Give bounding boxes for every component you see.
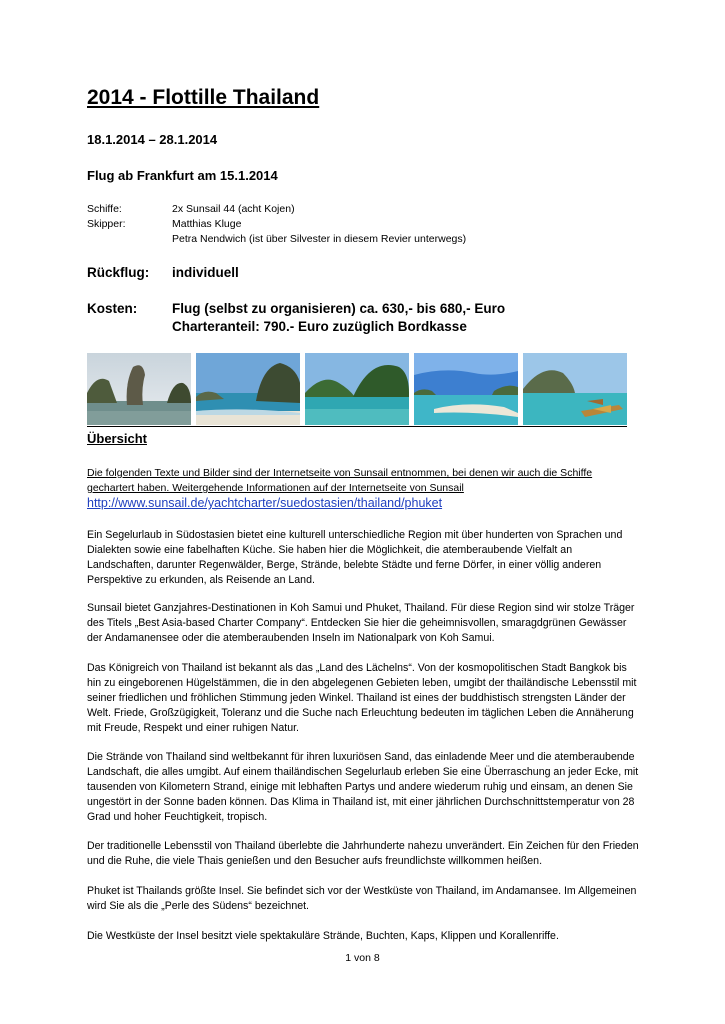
- ships-label: Schiffe:: [87, 203, 122, 215]
- paragraph-1: Ein Segelurlaub in Südostasien bietet eine kulturell unterschiedliche Region mit über hunderten von Sprachen und Dialekten sowie eine fabelhaften Küche. Sie haben hier die Möglichkeit, die atemberaubende Vielfalt an Landschaften, darunter Regenwälder, Berge, Strände, belebte Städte und ferne Dörfer, in einer völlig anderen Perspektive zu erkunden, als Reisende an Land.: [87, 529, 623, 586]
- overview-heading: Übersicht: [87, 431, 147, 446]
- flight-info: Flug ab Frankfurt am 15.1.2014: [87, 168, 278, 183]
- source-note-line-1: Die folgenden Texte und Bilder sind der Internetseite von Sunsail entnommen, bei denen wir auch die Schiffe: [87, 467, 593, 479]
- photo-karst-rock: [87, 353, 191, 425]
- source-note-line-2: gechartert haben. Weitergehende Informationen auf der Internetseite von Sunsail: [87, 482, 464, 494]
- paragraph-4: Die Strände von Thailand sind weltbekannt für ihren luxuriösen Sand, das einladende Meer und die atemberaubende Landschaft, die alles umgibt. Auf einem thailändischen Segelurlaub erleben Sie eine Überraschung an jeder Ecke, mit tausenden von Kilometern Strand, einige mit lebhaften Partys und andere wiederum ruhig und einsam, an denen Sie ungestört in der Sonne baden können. Das Klima in Thailand ist, mit einer jährlichen Durchschnittstemperatur von 28 Grad und hoher Feuchtigkeit, tropisch.: [87, 751, 639, 823]
- section-divider: [87, 426, 627, 427]
- skipper-value-1: Matthias Kluge: [172, 218, 242, 230]
- photo-sandbar: [414, 353, 518, 425]
- paragraph-5: Der traditionelle Lebensstil von Thailand überlebte die Jahrhunderte nahezu unverändert. Ein Zeichen für den Frieden und die Ruhe, die viele Thais genießen und den Besucher aufs freundlichste willkommen heißen.: [87, 840, 639, 867]
- photo-green-islands: [305, 353, 409, 425]
- photo-beach-cliffs: [196, 353, 300, 425]
- skipper-value-2: Petra Nendwich (ist über Silvester in diesem Revier unterwegs): [172, 233, 467, 245]
- trip-dates: 18.1.2014 – 28.1.2014: [87, 132, 218, 147]
- sunsail-link[interactable]: http://www.sunsail.de/yachtcharter/suedostasien/thailand/phuket: [87, 496, 443, 510]
- costs-label: Kosten:: [87, 301, 138, 316]
- ships-value: 2x Sunsail 44 (acht Kojen): [172, 203, 295, 215]
- page-title: 2014 - Flottille Thailand: [87, 86, 320, 109]
- photo-longtail-boats: [523, 353, 627, 425]
- paragraph-7: Die Westküste der Insel besitzt viele spektakuläre Strände, Buchten, Kaps, Klippen und Korallenriffe.: [87, 930, 559, 942]
- skipper-label: Skipper:: [87, 218, 126, 230]
- photo-strip: [87, 353, 627, 425]
- paragraph-3: Das Königreich von Thailand ist bekannt als das „Land des Lächelns“. Von der kosmopolitischen Stadt Bangkok bis hin zu eingeborenen Hügelstämmen, die in den abgelegenen Gebieten leben, umgibt der thailändische Lebensstil mit seiner friedlichen und fröhlichen Stimmung jeden Winkel. Thailand ist eines der buddhistisch strengsten Länder der Welt. Friede, Großzügigkeit, Toleranz und die Suche nach Erleuchtung bedeuten im täglichen Leben die Annäherung mit Freude, Respekt und einer ruhigen Natur.: [87, 662, 637, 734]
- costs-line-1: Flug (selbst zu organisieren) ca. 630,- bis 680,- Euro: [172, 301, 506, 316]
- return-flight-value: individuell: [172, 265, 239, 280]
- paragraph-2: Sunsail bietet Ganzjahres-Destinationen in Koh Samui und Phuket, Thailand. Für diese Region sind wir stolze Träger des Titels „Best Asia-based Charter Company“. Entdecken Sie hier die geheimnisvollen, smaragdgrünen Gewässer der Andamanensee oder die atemberaubenden Inseln im Nationalpark von Koh Samui.: [87, 602, 635, 644]
- page-number: 1 von 8: [345, 952, 380, 964]
- costs-line-2: Charteranteil: 790.- Euro zuzüglich Bordkasse: [172, 319, 467, 334]
- paragraph-6: Phuket ist Thailands größte Insel. Sie befindet sich vor der Westküste von Thailand, im Andamansee. Im Allgemeinen wird Sie als die „Perle des Südens“ bezeichnet.: [87, 885, 637, 912]
- return-flight-label: Rückflug:: [87, 265, 150, 280]
